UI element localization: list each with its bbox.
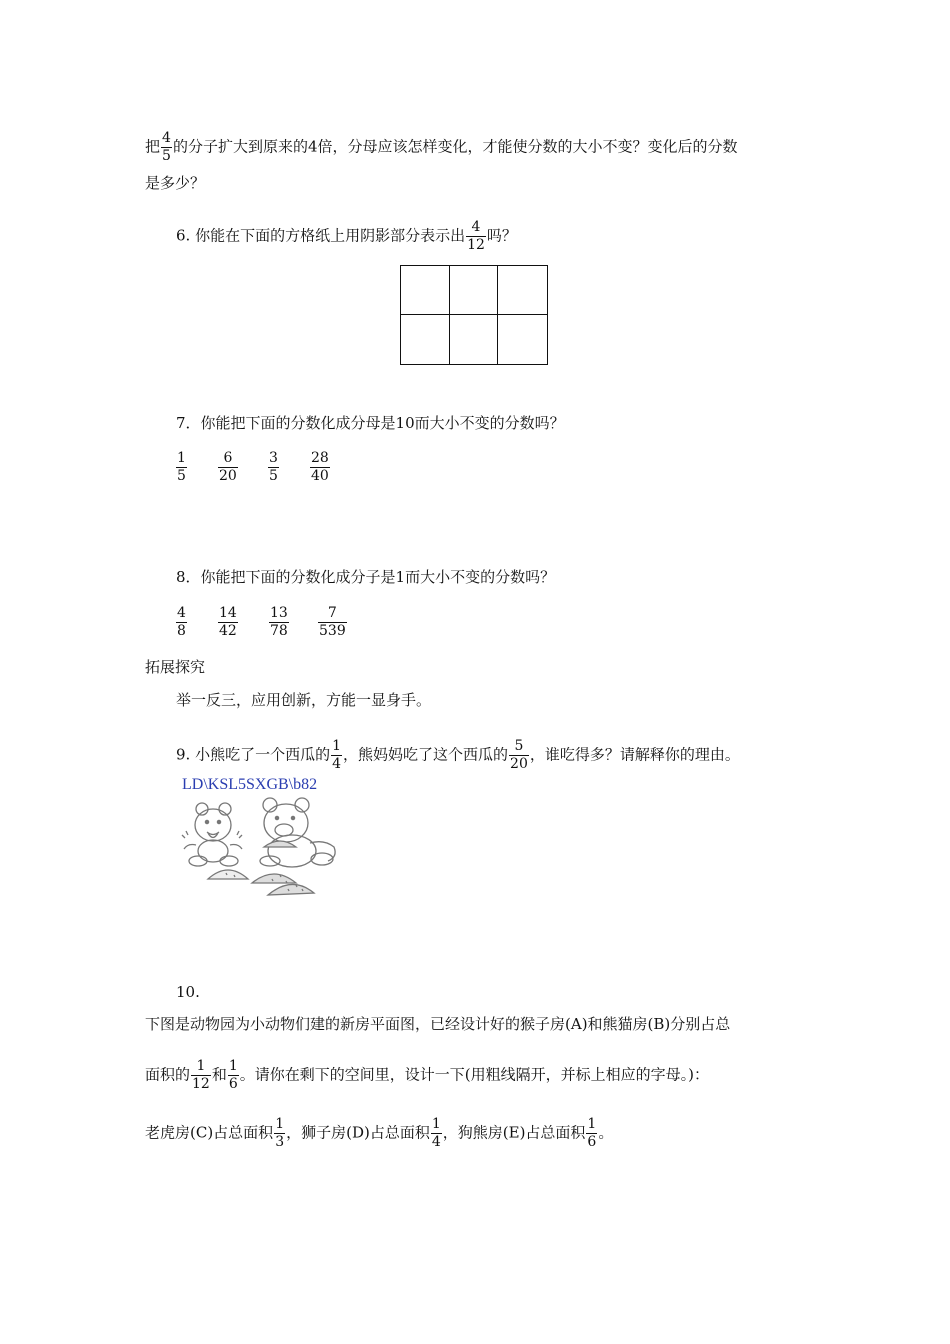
q8-fraction: $\frac{4}{8}$ (177, 605, 186, 639)
grid-cell[interactable] (450, 266, 499, 315)
q7-question: 7．你能把下面的分数化成分母是10而大小不变的分数吗？ (176, 414, 565, 432)
bears-eating-watermelon-illustration (172, 795, 347, 905)
q9-fraction-1: $\frac{1}{4}$ (332, 738, 342, 772)
q10-line3: 老虎房(C)占总面积 $\frac{1}{3}$ ，狮子房(D)占总面积 $\frac{1}{4}$ ，狗熊房(E)占总面积 $\frac{1}{6}$ 。 (145, 1116, 614, 1150)
q8-fraction: $\frac{13}{78}$ (270, 605, 288, 639)
q7-fraction: $\frac{3}{5}$ (269, 450, 278, 484)
q5-line1 (145, 130, 738, 165)
image-label: LD\KSL5SXGB\b82 (182, 776, 318, 793)
section-motto: 举一反三，应用创新，方能一显身手。 (176, 691, 432, 709)
grid-cell[interactable] (498, 266, 547, 315)
q10-fraction-b: $\frac{1}{6}$ (228, 1058, 238, 1092)
q10-fraction-c: $\frac{1}{3}$ (275, 1116, 285, 1150)
q6-question: 6. 你能在下面的方格纸上用阴影部分表示出 $\frac{4}{12}$ 吗？ (176, 219, 517, 253)
q8-question: 8．你能把下面的分数化成分子是1而大小不变的分数吗？ (176, 568, 556, 586)
q10-line1: 下图是动物园为小动物们建的新房平面图，已经设计好的猴子房(A)和熊猫房(B)分别占总 (145, 1015, 731, 1033)
grid-cell[interactable] (401, 315, 450, 364)
q10-line2: 面积的 $\frac{1}{12}$ 和 $\frac{1}{6}$ 。请你在剩下的空间里，设计一下(用粗线隔开，并标上相应的字母。)： (145, 1058, 709, 1092)
q8-fraction: $\frac{14}{42}$ (219, 605, 237, 639)
big-bear-icon (260, 798, 335, 867)
q7-fraction: $\frac{1}{5}$ (177, 450, 186, 484)
grid-cell[interactable] (401, 266, 450, 315)
q10-fraction-e: $\frac{1}{6}$ (587, 1116, 597, 1150)
q10-number: 10. (176, 983, 200, 1001)
q10-fraction-a: $\frac{1}{12}$ (192, 1058, 210, 1092)
grid-paper[interactable] (400, 265, 548, 365)
q7-fraction: $\frac{28}{40}$ (311, 450, 329, 484)
watermelon-slice-icon (208, 841, 314, 895)
q8-fraction: $\frac{7}{539}$ (319, 605, 346, 639)
q5-text: 的分子扩大到原来的4倍，分母应该怎样变化，才能使分数的大小不变？变化后的分数 (172, 137, 738, 156)
q7-fraction: $\frac{6}{20}$ (219, 450, 237, 484)
small-bear-icon (182, 803, 242, 866)
q5-prefix: 把 (145, 137, 161, 156)
section-title: 拓展探究 (145, 658, 206, 676)
q9-question: 9. 小熊吃了一个西瓜的 $\frac{1}{4}$ ，熊妈妈吃了这个西瓜的 $\frac{5}{20}$ ，谁吃得多？请解释你的理由。 (176, 738, 740, 772)
grid-cell[interactable] (498, 315, 547, 364)
q5-line2: 是多少？ (145, 174, 206, 192)
q9-fraction-2: $\frac{5}{20}$ (510, 738, 528, 772)
q6-fraction: $\frac{4}{12}$ (467, 219, 485, 253)
q10-fraction-d: $\frac{1}{4}$ (431, 1116, 441, 1150)
grid-cell[interactable] (450, 315, 499, 364)
q5-fraction: $\frac{4}{5}$ (162, 130, 171, 164)
